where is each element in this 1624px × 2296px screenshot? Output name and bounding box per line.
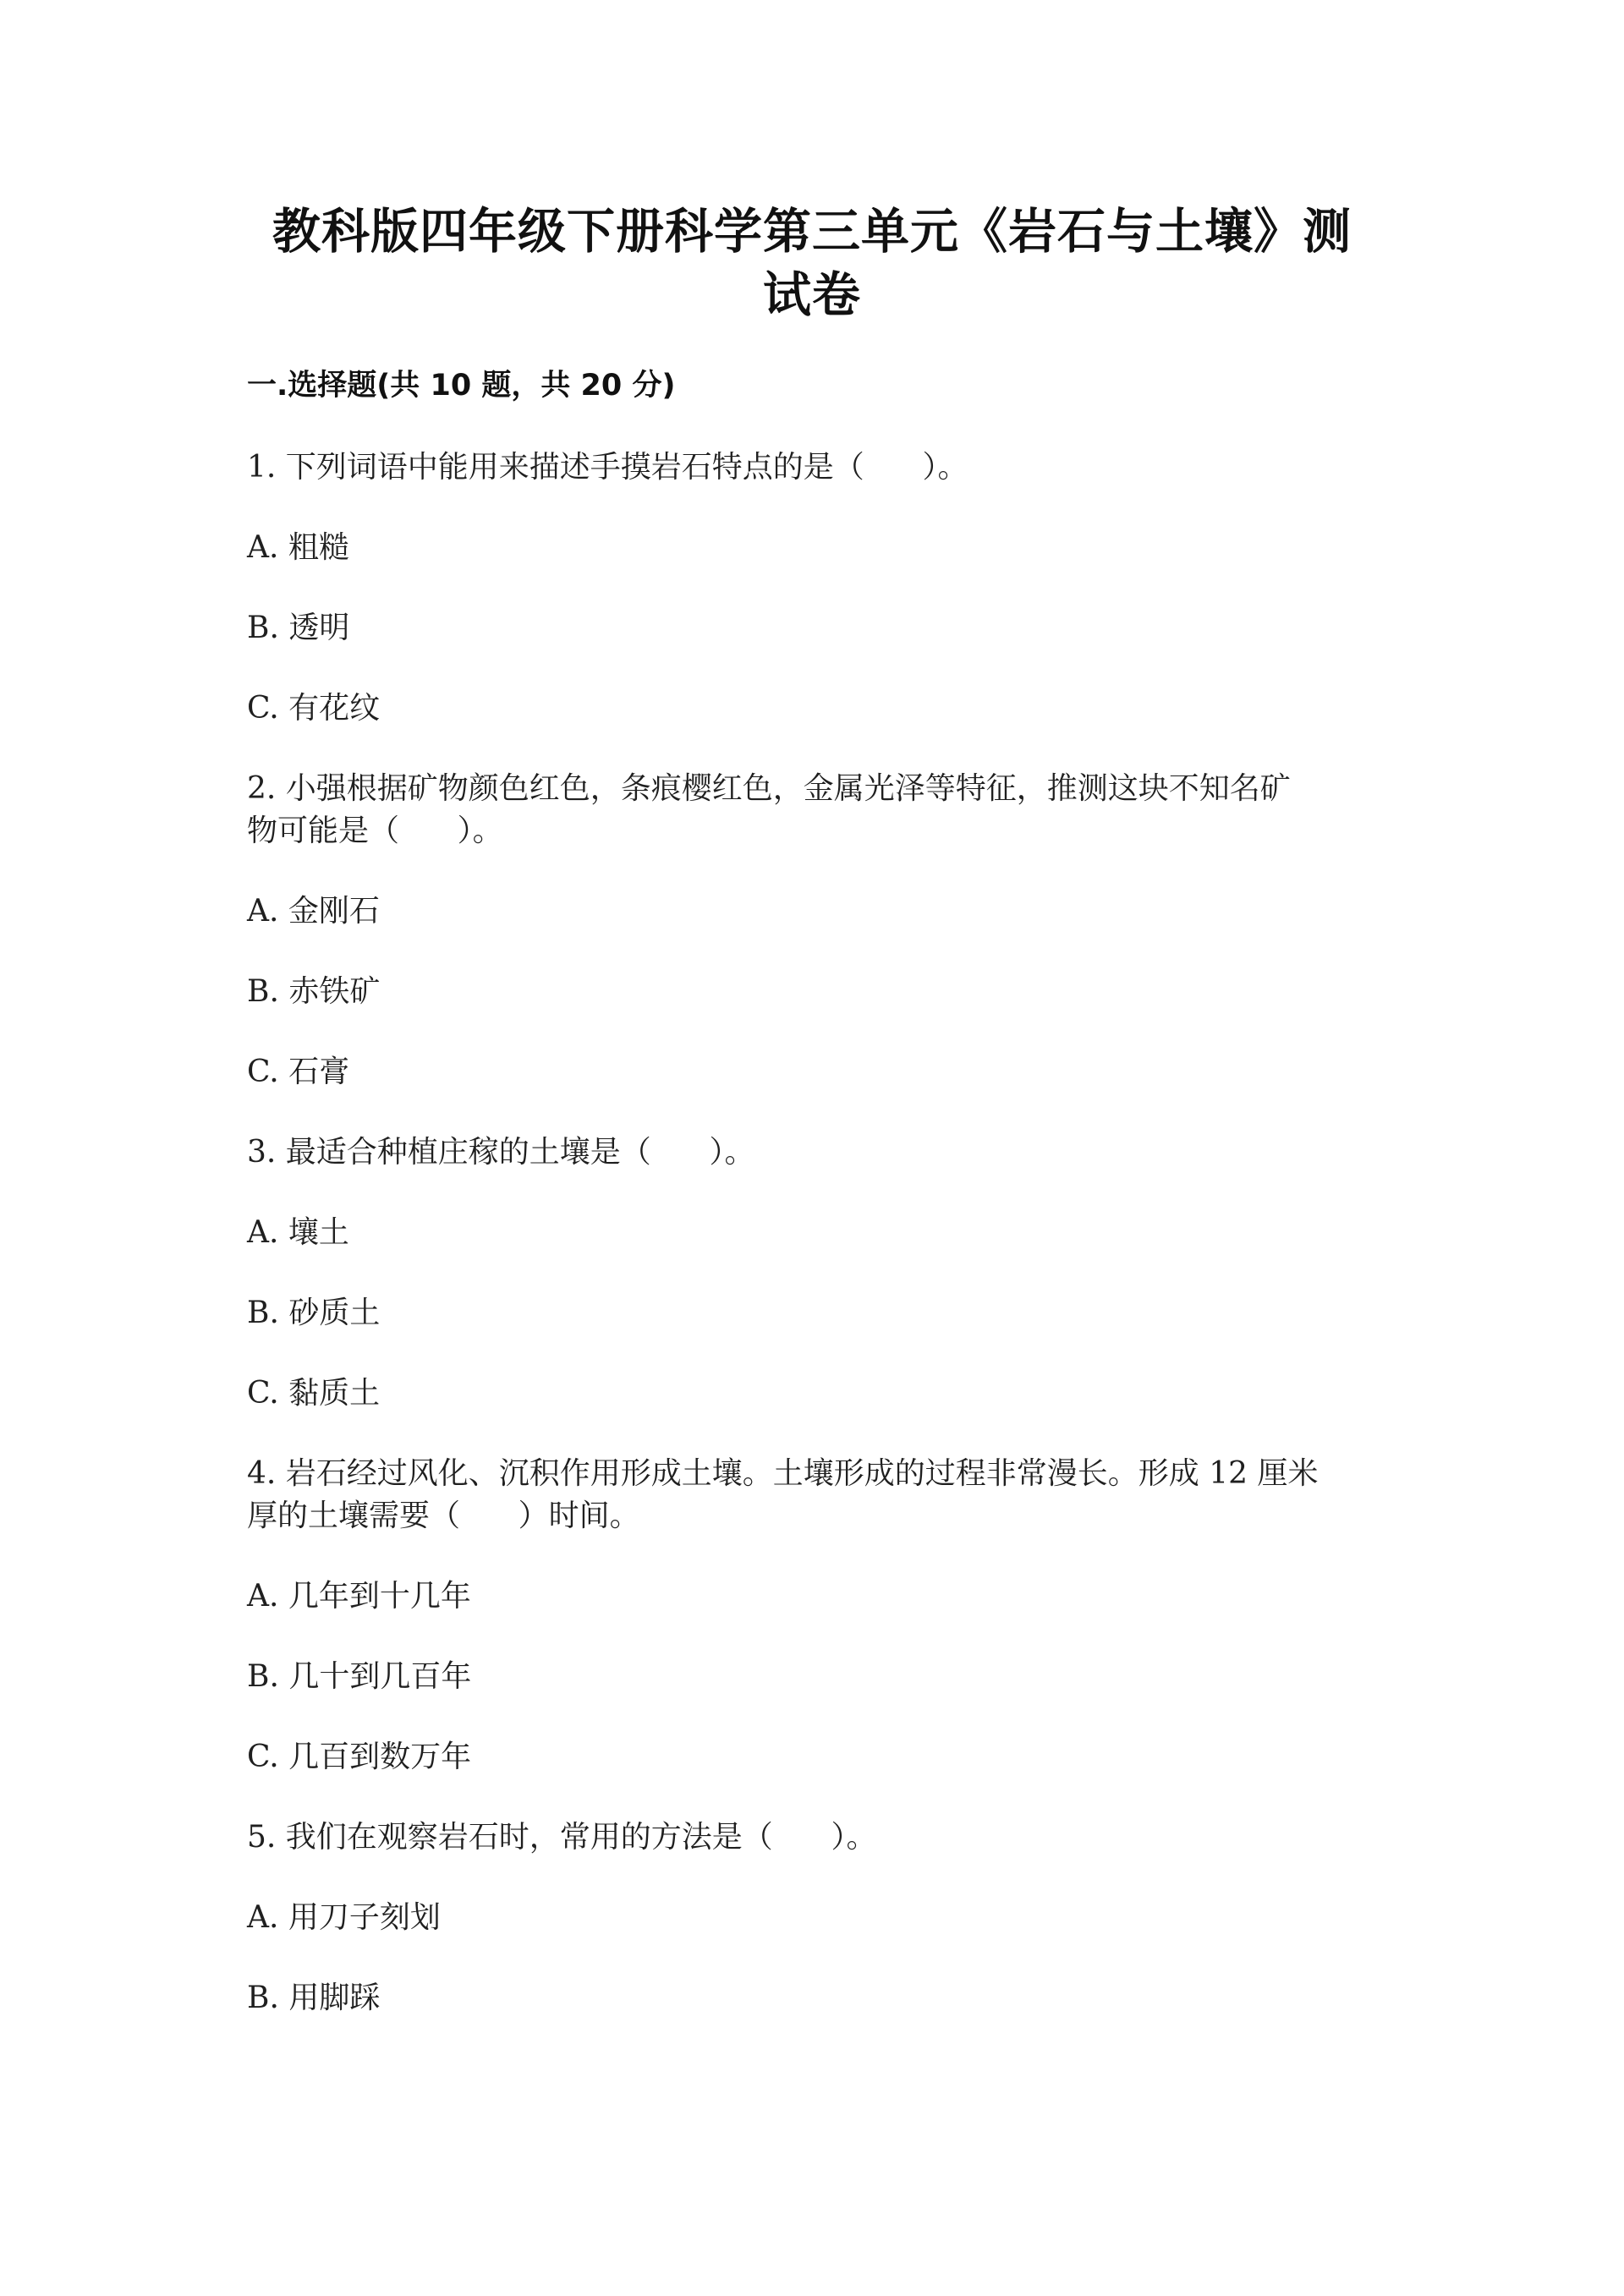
question-4-option-b: B. 几十到几百年 — [247, 1659, 472, 1694]
question-3-stem: 3. 最适合种植庄稼的土壤是（ ）。 — [247, 1135, 755, 1170]
question-2-stem-line-2: 物可能是（ ）。 — [247, 814, 503, 848]
exam-title-line-1: 教科版四年级下册科学第三单元《岩石与土壤》测 — [272, 204, 1352, 260]
question-1-option-c: C. 有花纹 — [247, 691, 381, 726]
question-5-option-b: B. 用脚踩 — [247, 1981, 381, 2015]
question-4-stem-line-2: 厚的土壤需要（ ）时间。 — [247, 1499, 640, 1533]
question-4-option-a: A. 几年到十几年 — [247, 1579, 471, 1614]
question-1-option-a: A. 粗糙 — [247, 530, 349, 565]
question-1-stem: 1. 下列词语中能用来描述手摸岩石特点的是（ ）。 — [247, 450, 968, 485]
question-5-option-a: A. 用刀子刻划 — [247, 1900, 441, 1935]
question-3-option-c: C. 黏质土 — [247, 1376, 381, 1411]
question-4-stem-line-1: 4. 岩石经过风化、沉积作用形成土壤。土壤形成的过程非常漫长。形成 12 厘米 — [247, 1456, 1319, 1491]
question-2-stem-line-1: 2. 小强根据矿物颜色红色，条痕樱红色，金属光泽等特征，推测这块不知名矿 — [247, 771, 1291, 806]
question-2-option-a: A. 金刚石 — [247, 894, 380, 929]
question-1-option-b: B. 透明 — [247, 611, 350, 645]
question-2-option-b: B. 赤铁矿 — [247, 974, 381, 1009]
exam-title-line-2: 试卷 — [763, 267, 861, 323]
question-2-option-c: C. 石膏 — [247, 1055, 350, 1089]
section-heading: 一.选择题(共 10 题，共 20 分) — [247, 369, 676, 403]
question-5-stem: 5. 我们在观察岩石时，常用的方法是（ ）。 — [247, 1820, 877, 1855]
question-3-option-b: B. 砂质土 — [247, 1296, 381, 1330]
question-4-option-c: C. 几百到数万年 — [247, 1740, 472, 1774]
question-3-option-a: A. 壤土 — [247, 1215, 349, 1250]
